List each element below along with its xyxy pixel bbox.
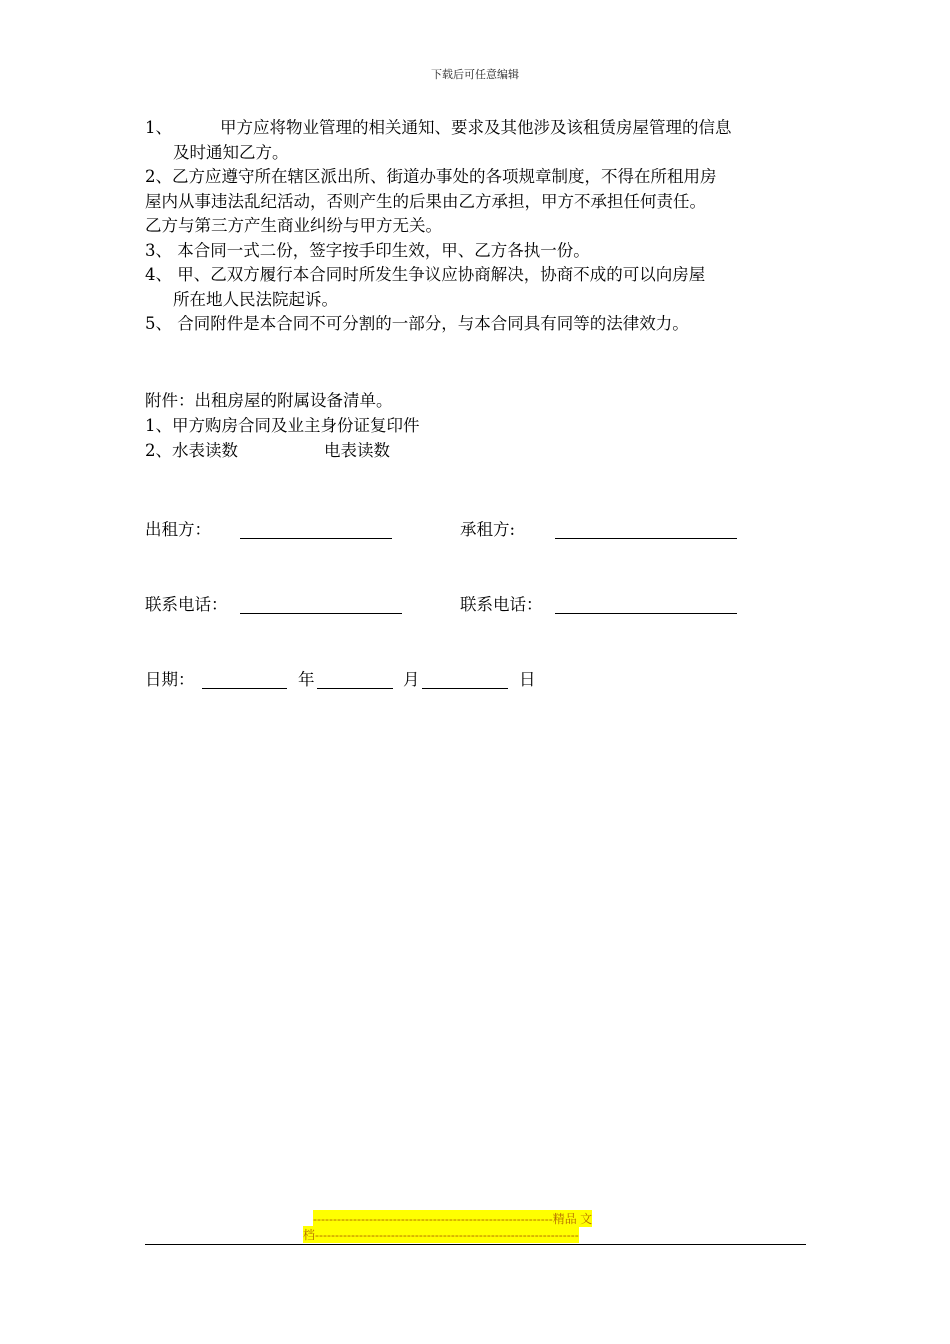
clause-number: 5、 xyxy=(145,314,172,333)
clause-number: 4、 xyxy=(145,265,172,284)
footer-line-2: 档------------------------------------------------------------------ xyxy=(303,1228,579,1242)
clause-1 xyxy=(145,116,810,165)
year-line[interactable] xyxy=(202,670,287,689)
clause-text: 合同附件是本合同不可分割的一部分，与本合同具有同等的法律效力。 xyxy=(177,314,689,333)
attachment-item-2 xyxy=(145,438,420,463)
lessee-phone-label: 联系电话： xyxy=(460,595,543,614)
clause-text: 乙方与第三方产生商业纠纷与甲方无关。 xyxy=(145,216,442,235)
lessor-phone-label: 联系电话： xyxy=(145,595,228,614)
day-label: 日 xyxy=(519,670,536,689)
water-meter-label: 2、水表读数 xyxy=(145,441,238,460)
clause-number: 3、 xyxy=(145,240,172,260)
clause-text: 屋内从事违法乱纪活动，否则产生的后果由乙方承担，甲方不承担任何责任。 xyxy=(145,191,706,211)
lessor-phone-line[interactable] xyxy=(240,595,402,614)
clause-number: 1、 xyxy=(145,118,172,137)
clause-text: 所在地人民法院起诉。 xyxy=(173,289,338,309)
clause-text: 乙方应遵守所在辖区派出所、街道办事处的各项规章制度，不得在所租用房 xyxy=(172,167,717,186)
lessee-label: 承租方: xyxy=(460,520,516,539)
attachment-section xyxy=(145,388,420,463)
lessor-label: 出租方： xyxy=(145,520,211,539)
attachment-item-1: 1、甲方购房合同及业主身份证复印件 xyxy=(145,416,420,435)
clause-number: 2、 xyxy=(145,167,172,186)
date-label: 日期： xyxy=(145,670,195,689)
year-label: 年 xyxy=(298,670,315,689)
lessor-signature-line[interactable] xyxy=(240,520,392,539)
clauses-section xyxy=(145,116,810,337)
month-line[interactable] xyxy=(317,670,393,689)
attachment-title: 附件：出租房屋的附属设备清单。 xyxy=(145,391,393,410)
clause-text: 甲、乙双方履行本合同时所发生争议应协商解决，协商不成的可以向房屋 xyxy=(177,265,706,284)
month-label: 月 xyxy=(403,670,420,689)
lessee-phone-line[interactable] xyxy=(555,595,737,614)
clause-2 xyxy=(145,165,810,239)
clause-5 xyxy=(145,312,810,337)
lessee-signature-line[interactable] xyxy=(555,520,737,539)
page-header: 下载后可任意编辑 xyxy=(431,68,519,81)
clause-text: 本合同一式二份，签字按手印生效，甲、乙方各执一份。 xyxy=(177,240,590,260)
footer-rule xyxy=(145,1244,806,1245)
clause-4 xyxy=(145,263,810,312)
clause-3 xyxy=(145,239,810,264)
clause-text: 甲方应将物业管理的相关通知、要求及其他涉及该租赁房屋管理的信息 xyxy=(220,118,732,137)
clause-text: 及时通知乙方。 xyxy=(173,142,289,162)
electric-meter-label: 电表读数 xyxy=(324,441,390,460)
footer-line-1: ------------------------------------------------------------精品 文 xyxy=(313,1212,593,1226)
day-line[interactable] xyxy=(422,670,508,689)
